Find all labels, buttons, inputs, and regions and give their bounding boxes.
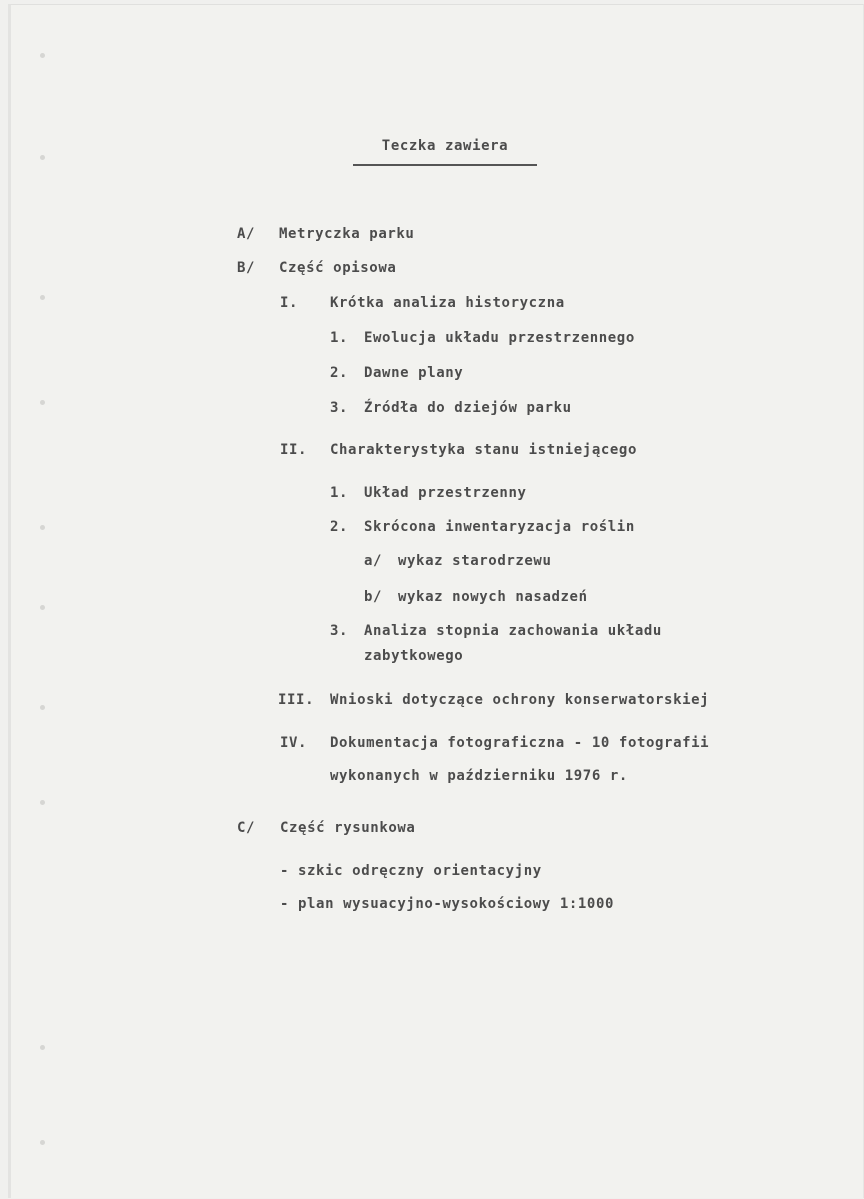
- binder-hole: [40, 155, 45, 160]
- section-c-label: Część rysunkowa: [280, 820, 416, 836]
- section-c-marker: C/: [237, 820, 256, 836]
- list-item-label-continued: zabytkowego: [364, 648, 464, 664]
- list-item-marker: -: [280, 896, 290, 912]
- list-item-label: Dawne plany: [364, 365, 464, 381]
- section-a-marker: A/: [237, 226, 256, 242]
- list-item-marker: 2.: [330, 365, 349, 381]
- list-item-label: Źródła do dziejów parku: [364, 400, 572, 416]
- list-item-marker: 1.: [330, 485, 349, 501]
- binder-hole: [40, 1045, 45, 1050]
- list-item-marker: 2.: [330, 519, 349, 535]
- list-item-label: Analiza stopnia zachowania układu: [364, 623, 662, 639]
- list-item-label: Skrócona inwentaryzacja roślin: [364, 519, 635, 535]
- section-a-label: Metryczka parku: [279, 226, 415, 242]
- sub-item-marker: a/: [364, 553, 383, 569]
- part-iv-label: Dokumentacja fotograficzna - 10 fotografii: [330, 735, 710, 751]
- list-item-label: Ewolucja układu przestrzennego: [364, 330, 635, 346]
- part-i-marker: I.: [280, 295, 299, 311]
- sub-item-label: wykaz nowych nasadzeń: [398, 589, 588, 605]
- part-ii-marker: II.: [280, 442, 308, 458]
- sub-item-marker: b/: [364, 589, 383, 605]
- binder-hole: [40, 400, 45, 405]
- part-iii-label: Wnioski dotyczące ochrony konserwatorskiej: [330, 692, 710, 708]
- list-item-marker: 1.: [330, 330, 349, 346]
- part-iv-marker: IV.: [280, 735, 308, 751]
- binder-hole: [40, 295, 45, 300]
- part-iv-label-continued: wykonanych w październiku 1976 r.: [330, 768, 628, 784]
- binder-hole: [40, 800, 45, 805]
- list-item-marker: 3.: [330, 623, 349, 639]
- list-item-marker: -: [280, 863, 290, 879]
- binder-hole: [40, 525, 45, 530]
- binder-hole: [40, 605, 45, 610]
- page-title: Teczka zawiera: [353, 138, 537, 166]
- list-item-label: plan wysuacyjno-wysokościowy 1:1000: [298, 896, 615, 912]
- list-item-label: Układ przestrzenny: [364, 485, 527, 501]
- binder-hole: [40, 1140, 45, 1145]
- sub-item-label: wykaz starodrzewu: [398, 553, 552, 569]
- list-item-marker: 3.: [330, 400, 349, 416]
- section-b-marker: B/: [237, 260, 256, 276]
- list-item-label: szkic odręczny orientacyjny: [298, 863, 542, 879]
- part-iii-marker: III.: [278, 692, 315, 708]
- part-i-label: Krótka analiza historyczna: [330, 295, 565, 311]
- part-ii-label: Charakterystyka stanu istniejącego: [330, 442, 637, 458]
- binder-hole: [40, 705, 45, 710]
- section-b-label: Część opisowa: [279, 260, 397, 276]
- binder-hole: [40, 53, 45, 58]
